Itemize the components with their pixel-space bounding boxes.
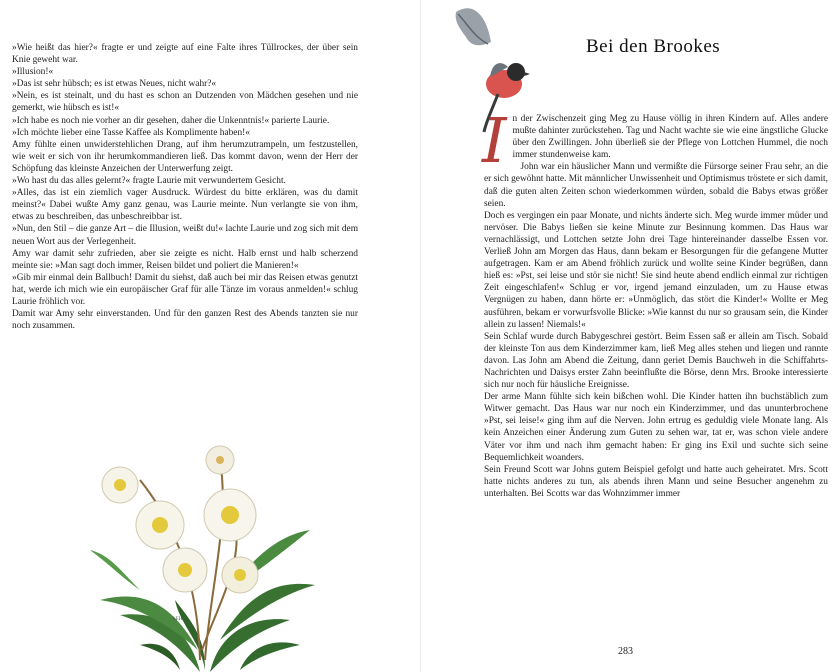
paragraph: »Illusion!« <box>12 67 54 78</box>
right-page-text <box>482 104 828 500</box>
chapter-title: Bei den Brookes <box>586 36 721 57</box>
paragraph: »Alles, das ist ein ziemlich vager Ausdruck. Würdest du bitte erklären, was du damit meinst?« Dabei wußte Amy ganz genau, was Laurie meinte. Nun verlangte sie von ihm, etwas zu beschreiben, das unbeschreibbar ist. <box>12 188 358 223</box>
flower <box>204 489 256 541</box>
paragraph: »Das ist sehr hübsch; es ist etwas Neues, nicht wahr?« <box>12 79 217 90</box>
paragraph: Doch es vergingen ein paar Monate, und nichts änderte sich. Meg wurde immer müder und nervöser. Die Babys ließen sie keine Minute zur Besinnung kommen. Das Haus war vernachlässigt, und Lottchen setzte John drei Tage hintereinander dasselbe Essen vor. Verließ John am Morgen das Haus, dann bekam er Besorgungen für die gefangene Mutter aufgetragen. Kam er am Abend fröhlich zurück und wollte seine Kinder begrüßen, dann hieß es: »Pst, sei leise und stör sie nicht! Sie sind heute abend endlich einmal zur richtigen Zeit eingeschlafen!« Schlug er vor, irgend jemand einzuladen, um zu Hause etwas Vergnügen zu haben, dann hörte er: »Unmöglich, das stört die Kinder!« Wollte er Meg ausführen, bekam er vorwurfsvolle Blicke: »Wie kannst du nur so grausam sein, die Kinder allein zu lassen! Niemals!« <box>484 210 828 330</box>
paragraph: John war ein häuslicher Mann und vermißte die Fürsorge seiner Frau sehr, an die er sich gewöhnt hatte. Mit männlicher Unwissenheit und Optimismus tröstete er sich damit, daß die guten alten Zeiten schon wiederkommen würden, sobald die Babys etwas größer seien. <box>484 162 828 209</box>
drop-cap: I <box>482 104 507 177</box>
paragraph: Amy war damit sehr zufrieden, aber sie zeigte es nicht. Halb ernst und halb scherzend meinte sie: »Man sagt doch immer, Reisen bildet und poliert die Manieren!« <box>12 248 358 271</box>
paragraph: Sein Freund Scott war Johns gutem Beispiel gefolgt und hatte auch geheiratet. Mrs. Scott hatte nichts anderes zu tun, als abends ihren Mann und seine Besucher angenehm zu unterhalten. Bei Scotts war das Wohnzimmer immer <box>484 464 828 499</box>
flower <box>136 501 184 549</box>
paragraph: »Ich möchte lieber eine Tasse Kaffee als Komplimente haben!« <box>12 127 250 138</box>
leaves <box>90 530 315 672</box>
paragraph: »Wie heißt das hier?« fragte er und zeigte auf eine Falte ihres Tüllrockes, der über sein Knie geweht war. <box>12 43 358 66</box>
paragraph: Sein Schlaf wurde durch Babygeschrei gestört. Beim Essen saß er allein am Tisch. Sobald der kleinste Ton aus dem Kinderzimmer kam, ließ Meg alles stehen und liegen und rannte davon. Las John am Abend die Zeitung, dann geriet Demis Bauchweh in die Schiffahrts-Nachrichten und Daisys erster Zahn beeinflußte die Börse, denn Mrs. Brooke interessierte sich nur noch für häusliche Ereignisse. <box>484 331 828 391</box>
paragraph: Der arme Mann fühlte sich kein bißchen wohl. Die Kinder hatten ihn buchstäblich zum Witwer gemacht. Das Haus war nur noch ein Kinderzimmer, und das ununterbrochene »Pst, sei leise!« ging ihm auf die Nerven. John ertrug es geduldig viele Monate lang. Als kein Anzeichen einer Änderung zum Guten zu sehen war, tat er, was schon viele andere Väter vor ihm und nach ihm gemacht haben: Er ging ins Exil und suchte sich seine Bequemlichkeit woanders. <box>484 392 828 463</box>
flower <box>102 467 138 503</box>
flower <box>206 446 234 474</box>
right-page <box>420 0 840 672</box>
illustration-signature: AEH <box>172 617 183 622</box>
paragraph: Amy fühlte einen unwiderstehlichen Drang, auf ihm herumzutrampeln, um festzustellen, wie weit er sich von ihr herumkommandieren ließ. Das kommt davon, wenn der Herr der Schöpfung das kleinste Anzeichen der Unterwerfung zeigt. <box>12 139 358 174</box>
hellebore-flowers-illustration <box>80 440 320 672</box>
paragraph: »Nun, den Stil – die ganze Art – die Illusion, weißt du!« lachte Laurie und zog sich mit dem neuen Wort aus der Verlegenheit. <box>12 224 358 247</box>
paragraph: »Nein, es ist steinalt, und du hast es schon an Dutzenden von Mädchen gesehen und nie gemerkt, wie hübsch es ist!« <box>12 91 358 114</box>
page-number: 283 <box>618 646 633 657</box>
flower <box>222 557 258 593</box>
paragraph: »Gib mir einmal dein Ballbuch! Damit du siehst, daß auch bei mir das Reisen etwas genutzt hat, werde ich mich wie ein europäischer Graf für alle Tänze im voraus anmelden!« schlug Laurie fröhlich vor. <box>12 272 358 307</box>
left-page-text <box>12 42 358 332</box>
flower <box>163 548 207 592</box>
paragraph <box>482 104 828 177</box>
paragraph: Damit war Amy sehr einverstanden. Und für den ganzen Rest des Abends tanzten sie nur noch zusammen. <box>12 309 358 332</box>
paragraph: »Ich habe es noch nie vorher an dir gesehen, daher die Unkenntnis!« parierte Laurie. <box>12 115 330 126</box>
paragraph-text: n der Zwischenzeit ging Meg zu Hause völlig in ihren Kindern auf. Alles andere mußte dahinter zurückstehen. Tag und Nacht wachte sie wie eine ängstliche Glucke über den Zwillingen. John überließ sie der Pflege von Lottchen Hummel, die noch immer stundenweise kam. <box>512 114 828 161</box>
paragraph: »Wo hast du das alles gelernt?« fragte Laurie mit verwundertem Gesicht. <box>12 176 286 187</box>
